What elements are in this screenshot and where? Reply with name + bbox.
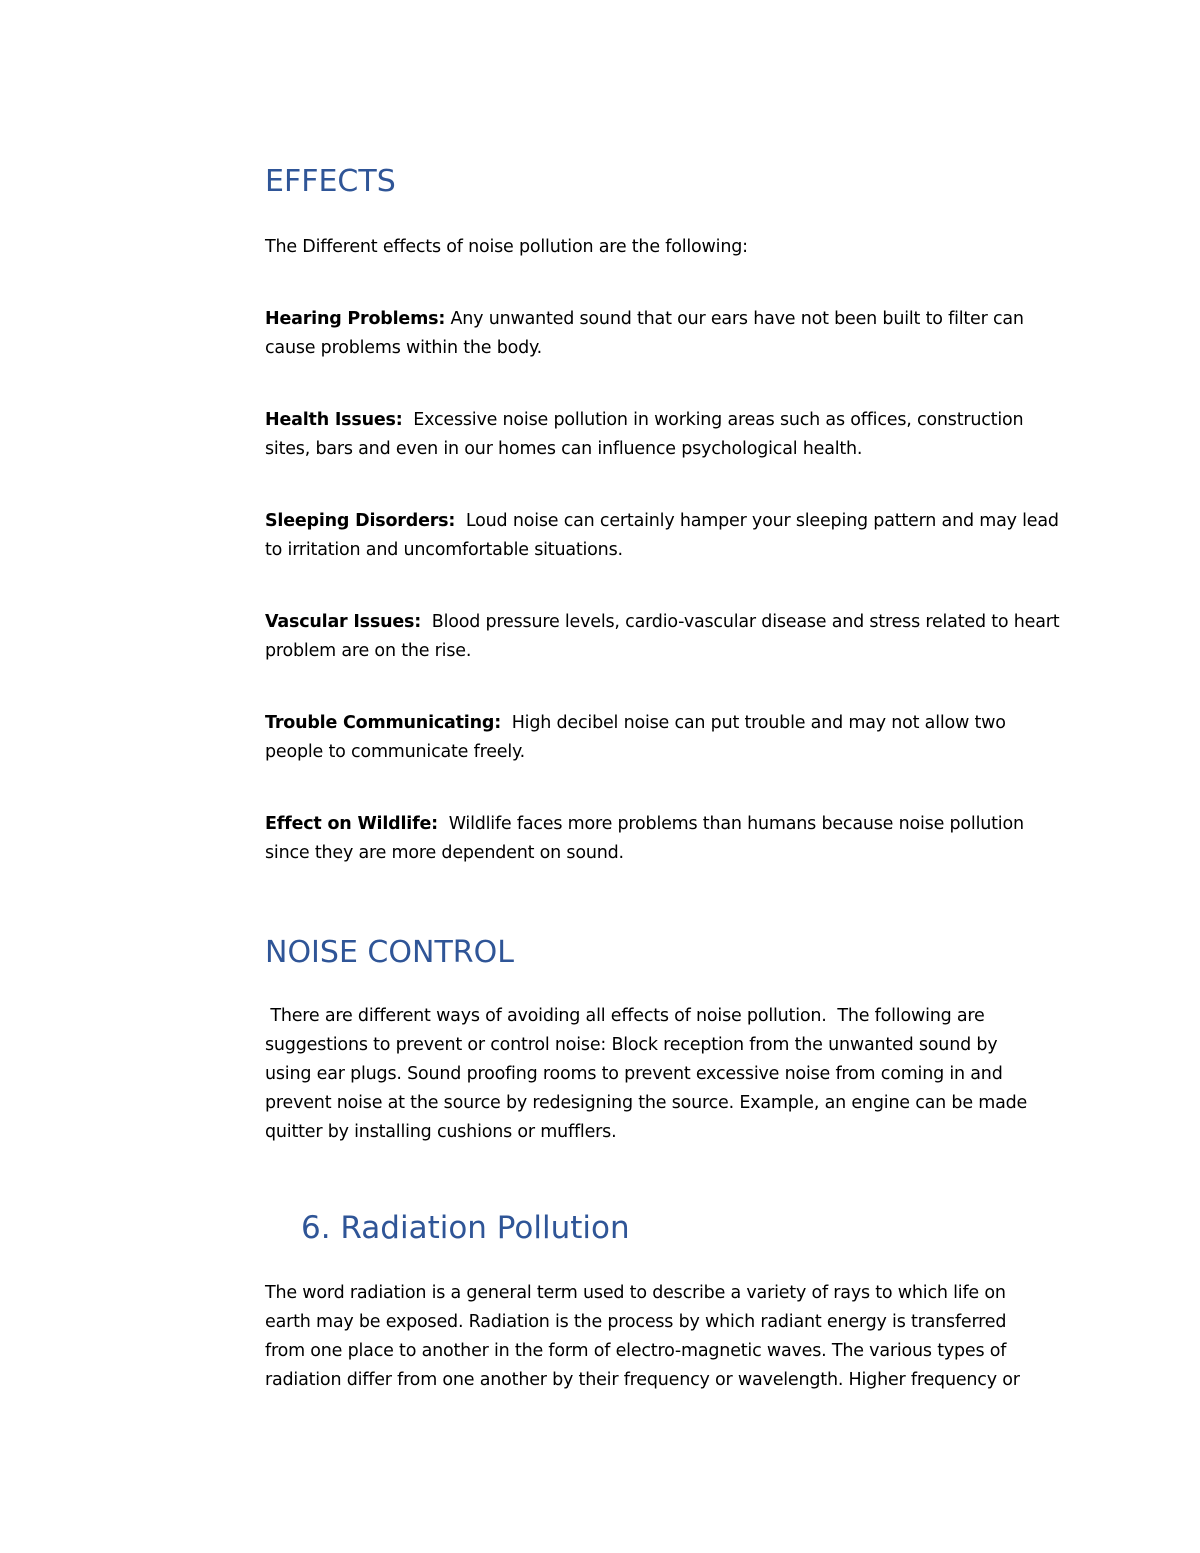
radiation-line: radiation differ from one another by their frequency or wavelength. Higher frequency or [265, 1370, 1020, 1390]
effect-item-health-issues [265, 406, 1055, 464]
effect-item-effect-on-wildlife [265, 810, 1055, 868]
effect-term: Hearing Problems: [265, 309, 446, 329]
noise-control-line: prevent noise at the source by redesigning the source. Example, an engine can be made [265, 1093, 1028, 1113]
effects-intro-text: The Different effects of noise pollution are the following: [265, 237, 748, 257]
effect-term: Sleeping Disorders: [265, 511, 456, 531]
effect-term: Health Issues: [265, 410, 403, 430]
effect-item-vascular-issues [265, 608, 1060, 666]
effect-term: Effect on Wildlife: [265, 814, 438, 834]
effect-text-line: cause problems within the body. [265, 338, 543, 358]
effects-heading: EFFECTS [265, 164, 396, 199]
radiation-line: The word radiation is a general term used to describe a variety of rays to which life on [265, 1283, 1006, 1303]
radiation-line: from one place to another in the form of electro-magnetic waves. The various types of [265, 1341, 1007, 1361]
effect-text-line: Loud noise can certainly hamper your sleeping pattern and may lead [455, 511, 1059, 531]
effect-text-line: Blood pressure levels, cardio-vascular disease and stress related to heart [421, 612, 1060, 632]
radiation-pollution-heading: 6. Radiation Pollution [301, 1210, 630, 1246]
noise-control-heading: NOISE CONTROL [265, 935, 514, 970]
noise-control-line: quitter by installing cushions or mufflers. [265, 1122, 617, 1142]
effect-text-line: Excessive noise pollution in working areas such as offices, construction [402, 410, 1024, 430]
noise-control-line: using ear plugs. Sound proofing rooms to prevent excessive noise from coming in and [265, 1064, 1003, 1084]
effect-item-hearing-problems [265, 305, 1055, 363]
noise-control-line: suggestions to prevent or control noise: Block reception from the unwanted sound by [265, 1035, 998, 1055]
effect-text-line: to irritation and uncomfortable situations. [265, 540, 623, 560]
effect-text-line: people to communicate freely. [265, 742, 526, 762]
radiation-line: earth may be exposed. Radiation is the process by which radiant energy is transferred [265, 1312, 1007, 1332]
effect-term: Vascular Issues: [265, 612, 422, 632]
effect-text-line: since they are more dependent on sound. [265, 843, 624, 863]
effect-item-sleeping-disorders [265, 507, 1059, 565]
effect-item-trouble-communicating [265, 709, 1055, 767]
effect-term: Trouble Communicating: [265, 713, 501, 733]
effect-text-line: Wildlife faces more problems than humans because noise pollution [437, 814, 1024, 834]
effect-text-line: Any unwanted sound that our ears have not been built to filter can [445, 309, 1024, 329]
effect-text-line: sites, bars and even in our homes can influence psychological health. [265, 439, 863, 459]
noise-control-line: There are different ways of avoiding all effects of noise pollution. The following are [265, 1006, 985, 1026]
effect-text-line: problem are on the rise. [265, 641, 472, 661]
radiation-paragraph [265, 1279, 1055, 1395]
noise-control-paragraph [265, 1002, 1055, 1147]
effect-text-line: High decibel noise can put trouble and may not allow two [501, 713, 1006, 733]
effects-intro [265, 233, 1055, 262]
